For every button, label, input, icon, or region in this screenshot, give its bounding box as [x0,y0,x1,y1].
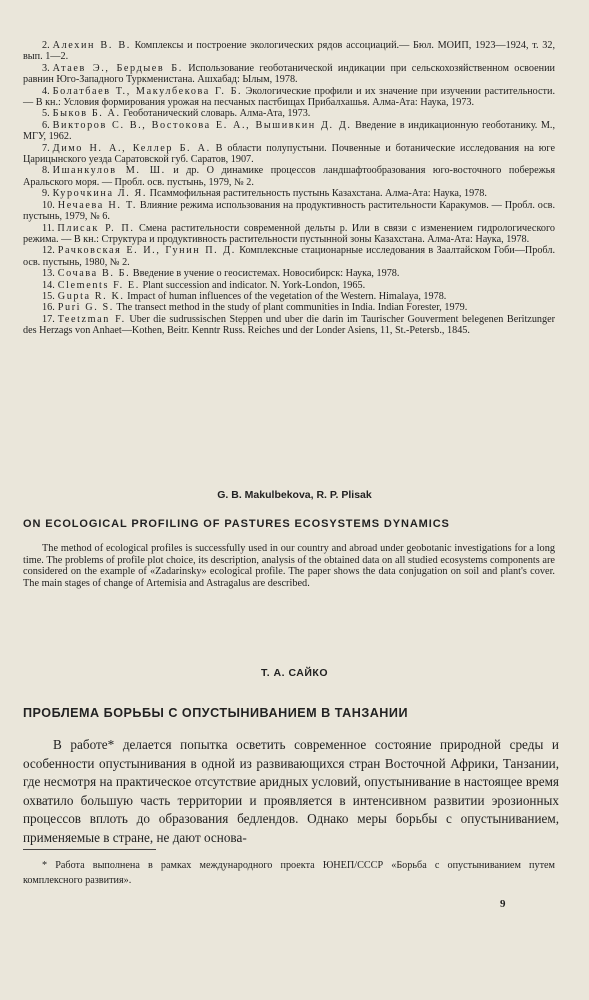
reference-text: Impact of human influences of the vegetation of the Western. Himalaya, 1978. [127,290,447,302]
reference-item: 8. Ишанкулов М. Ш. и др. О динамике процессов ландшафтообразования юго-восточного побережья Аральского моря. — Пробл. осв. пустынь, 1979, № 2. [23,165,556,188]
reference-item: 15. Gupta R. K. Impact of human influences of the vegetation of the Western. Himalaya, 1978. [42,290,447,302]
reference-author: Teetzman F. [57,313,126,325]
reference-item: 9. Курочкина Л. Я. Псаммофильная растительность пустынь Казахстана. Алма-Ата: Наука, 1978. [42,188,487,200]
english-article-title: ON ECOLOGICAL PROFILING OF PASTURES ECOSYSTEMS DYNAMICS [23,518,450,530]
reference-item: 3. Атаев Э., Бердыев Б. Использование геоботанической индикации при сельскохозяйственном освоении равнин Юго-Западного Туркменистана. Ашхабад: Ылым, 1978. [23,62,556,86]
reference-author: Рачковская Е. И., Гунин П. Д. [57,245,236,257]
reference-text: Uber die sudrussischen Steppen und uber die darin im Taurischer Gouverment belegenen Beritzunger des Herzags von Anhaet—Kothen, Beitr. Kenntr Russ. Reiches und der Londer Asiens, 11, St.-Petersb., 1845. [23,313,556,337]
reference-item: 10. Нечаева Н. Т. Влияние режима использования на продуктивность растительности Каракумов. — Пробл. осв. пустынь, 1979, № 6. [23,199,556,223]
footnote-divider [23,849,156,850]
reference-author: Нечаева Н. Т. [57,199,137,211]
reference-author: Плисак Р. П. [57,222,135,234]
reference-author: Сочава В. Б. [57,268,131,280]
reference-item: 6. Викторов С. В., Востокова Е. А., Вышивкин Д. Д. Введение в индикационную геоботанику. М., МГУ, 1962. [23,119,556,143]
footnote: * Работа выполнена в рамках международного проекта ЮНЕП/СССР «Борьба с опустыниванием путем комплексного развития». [23,860,555,886]
reference-item: 14. Clements F. E. Plant succession and indicator. N. York-London, 1965. [42,279,366,291]
reference-text: В области полупустыни. Почвенные и ботанические исследования на юге Царицынского уезда Саратовской губ. Саратов, 1907. [23,142,555,166]
reference-author: Викторов С. В., Востокова Е. А., Вышивкин Д. Д. [52,119,352,131]
reference-item: 4. Болатбаев Т., Макулбекова Г. Б. Экологические профили и их значение при изучении растительности. — В кн.: Условия формирования урожая на песчаных пастбищах Прибалхашья. Алма-Ата: Наука, 1973. [23,85,555,109]
reference-item: 11. Плисак Р. П. Смена растительности современной дельты р. Или в связи с изменением гидрологического режима. — В кн.: Структура и продуктивность растительности пустынной зоны Казахстана. Алма-Ата: Наука, 1978. [23,222,555,245]
reference-author: Clements F. E. [57,279,140,291]
reference-text: Псаммофильная растительность пустынь Казахстана. Алма-Ата: Наука, 1978. [149,188,487,200]
reference-item: 17. Teetzman F. Uber die sudrussischen Steppen und uber die darin im Taurischer Gouverment belegenen Beritzunger des Herzags von Anhaet—Kothen, Beitr. Kenntr Russ. Reiches und der Londer Asiens, 11, St.-Petersb., 1845. [23,313,556,337]
reference-author: Puri G. S. [57,302,114,314]
reference-author: Алехин В. В. [52,40,131,51]
reference-text: Использование геоботанической индикации при сельскохозяйственном освоении равнин Юго-Западного Туркменистана. Ашхабад: Ылым, 1978. [23,62,556,86]
reference-text: Введение в учение о геосистемах. Новосибирск: Наука, 1978. [132,268,400,280]
reference-text: Комплексные стационарные исследования в Заалтайском Гоби—Пробл. осв. пустынь, 1980, № 2. [23,245,555,268]
page-number: 9 [500,898,506,910]
reference-author: Курочкина Л. Я. [52,188,148,200]
reference-text: Геоботанический словарь. Алма-Ата, 1973. [123,108,311,120]
reference-text: Введение в индикационную геоботанику. М., МГУ, 1962. [23,119,556,143]
reference-item: 13. Сочава В. Б. Введение в учение о геосистемах. Новосибирск: Наука, 1978. [42,268,400,280]
reference-author: Быков Б. А. [52,108,121,120]
english-article-abstract: The method of ecological profiles is successfully used in our country and abroad under geobotanic investigations for a long time. The problems of profile plot choice, its description, analysis of the obtained data on all studied ecosystems components are considered on the example of «Zadarinsky» ecological profile. The paper shows the data conjugation on soil and plant's cover. The main stages of change of Artemisia and Astragalus are described. [23,543,555,589]
russian-article-title: ПРОБЛЕМА БОРЬБЫ С ОПУСТЫНИВАНИЕМ В ТАНЗАНИИ [23,706,409,720]
reference-text: Влияние режима использования на продуктивность растительности Каракумов. — Пробл. осв. пустынь, 1979, № 6. [23,199,556,223]
reference-author: Gupta R. K. [57,290,125,302]
russian-article-body: В работе* делается попытка осветить современное состояние природной среды и особенности опустынивания в одной из развивающихся стран Восточной Африки, Танзании, где несмотря на практическое отсутствие аридных условий, опустынивание в настоящее время охватило большую часть территории и проявляется в интенсивном развитии эрозионных процессов вплоть до образования бедлендов. Однако меры борьбы с опустыниванием, применяемые в стране, не дают основа- [23,737,559,845]
reference-author: Димо Н. А., Келлер Б. А. [52,142,211,154]
russian-article-author: Т. А. САЙКО [260,667,328,679]
reference-author: Ишанкулов М. Ш. [52,165,166,177]
reference-item: 12. Рачковская Е. И., Гунин П. Д. Комплексные стационарные исследования в Заалтайском Гоби—Пробл. осв. пустынь, 1980, № 2. [23,245,555,268]
reference-text: Экологические профили и их значение при изучении растительности. — В кн.: Условия формирования урожая на песчаных пастбищах Прибалхашья. Алма-Ата: Наука, 1973. [23,85,555,109]
reference-item: 2. Алехин В. В. Комплексы и построение экологических рядов ассоциаций.— Бюл. МОИП, 1923—1924, т. 32, вып. 1—2. [23,40,556,63]
english-article-authors: G. B. Makulbekova, R. P. Plisak [217,489,372,501]
reference-text: The transect method in the study of plant communities in India. Indian Forester, 1979. [116,302,468,314]
reference-item: 7. Димо Н. А., Келлер Б. А. В области полупустыни. Почвенные и ботанические исследования на юге Царицынского уезда Саратовской губ. Саратов, 1907. [23,142,555,166]
reference-text: Plant succession and indicator. N. York-London, 1965. [142,279,366,291]
reference-text: и др. О динамике процессов ландшафтообразования юго-восточного побережья Аральского моря. — Пробл. осв. пустынь, 1979, № 2. [23,165,556,188]
reference-item: 5. Быков Б. А. Геоботанический словарь. Алма-Ата, 1973. [42,108,311,120]
reference-text: Смена растительности современной дельты р. Или в связи с изменением гидрологического режима. — В кн.: Структура и продуктивность растительности пустынной зоны Казахстана. Алма-Ата: Наука, 1978. [23,222,555,245]
reference-list [23,40,555,337]
reference-item: 16. Puri G. S. The transect method in the study of plant communities in India. Indian Forester, 1979. [42,302,468,314]
reference-author: Атаев Э., Бердыев Б. [52,62,183,74]
reference-author: Болатбаев Т., Макулбекова Г. Б. [52,85,243,97]
reference-text: Комплексы и построение экологических рядов ассоциаций.— Бюл. МОИП, 1923—1924, т. 32, вып. 1—2. [23,40,556,63]
